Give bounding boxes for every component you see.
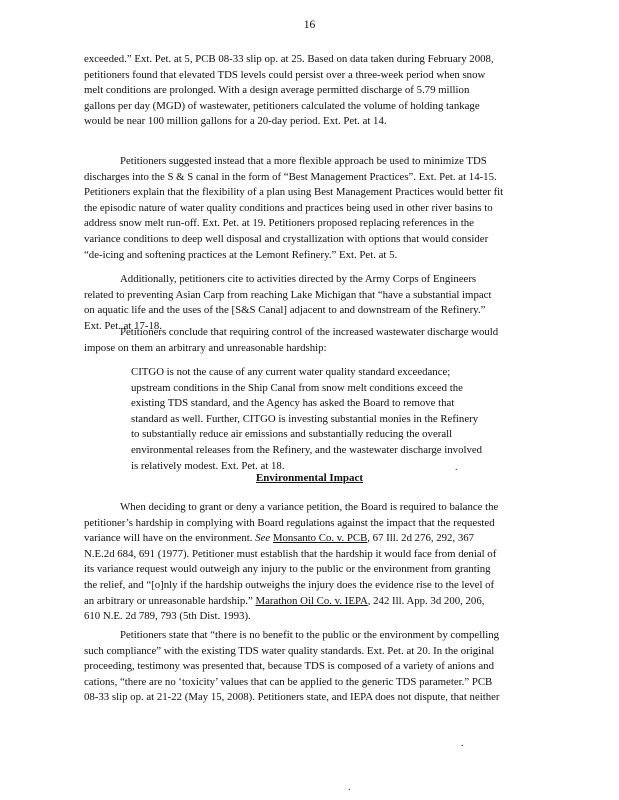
section-heading: Environmental Impact bbox=[255, 472, 364, 484]
text-line bbox=[84, 594, 537, 610]
text-line: Additionally, petitioners cite to activities directed by the Army Corps of Engineers bbox=[120, 273, 477, 285]
text-line: would be near 100 million gallons for a 20-day period. Ext. Pet. at 14. bbox=[84, 115, 387, 128]
quote-line: upstream conditions in the Ship Canal from snow melt conditions exceed the bbox=[131, 381, 463, 394]
text-line: its variance request would outweigh any injury to the public or the environment from granting bbox=[84, 563, 491, 576]
text-line: cations, “there are no ‘toxicity’ values that can be applied to the generic TDS parameter.” PCB bbox=[84, 675, 493, 688]
text-line: Petitioners explain that the flexibility of a plan using Best Management Practices would better fit bbox=[84, 186, 504, 199]
text-line: petitioners found that elevated TDS levels could persist over a three-week period when snow bbox=[84, 68, 486, 81]
text-line: on aquatic life and the uses of the [S&S Canal] adjacent to and downstream of the Refinery.” bbox=[84, 304, 486, 317]
quote-line: standard as well. Further, CITGO is investing substantial monies in the Refinery bbox=[131, 412, 479, 425]
scan-mark: . bbox=[348, 782, 351, 793]
text-line: gallons per day (MGD) of wastewater, petitioners calculated the volume of holding tankage bbox=[84, 99, 480, 112]
text-run: an arbitrary or unreasonable hardship.” bbox=[84, 594, 256, 607]
text-line: address snow melt run-off. Ext. Pet. at 19. Petitioners proposed replacing references in the bbox=[84, 217, 474, 230]
quote-line: to substantially reduce air emissions and substantially reducing the overall bbox=[131, 428, 453, 441]
text-line: When deciding to grant or deny a variance petition, the Board is required to balance the bbox=[120, 501, 499, 513]
text-line: the relief, and “[o]nly if the hardship outweighs the injury does the evidence rise to the level of bbox=[84, 578, 495, 591]
page-number: 16 bbox=[303, 19, 316, 31]
text-line: variance conditions to deep well disposal and crystallization with options that would consider bbox=[84, 232, 489, 245]
block-quote bbox=[131, 365, 511, 474]
paragraph-no-benefit bbox=[84, 628, 537, 706]
text-line: such compliance” with the existing TDS water quality standards. Ext. Pet. at 20. In the original bbox=[84, 644, 495, 657]
quote-line: CITGO is not the cause of any current water quality standard exceedance; bbox=[131, 366, 451, 378]
case-citation-monsanto: Monsanto Co. v. PCB bbox=[272, 532, 368, 545]
scan-mark: . bbox=[455, 462, 458, 473]
scan-mark: . bbox=[461, 738, 464, 749]
quote-line: environmental releases from the Refinery, and the wastewater discharge involved bbox=[131, 443, 483, 456]
text-line: impose on them an arbitrary and unreasonable hardship: bbox=[84, 341, 327, 354]
text-line bbox=[84, 531, 537, 547]
text-run: variance will have on the environment. bbox=[84, 532, 256, 545]
text-line: “de-icing and softening practices at the Lemont Refinery.” Ext. Pet. at 5. bbox=[84, 248, 398, 261]
text-line: exceeded.” Ext. Pet. at 5, PCB 08-33 slip op. at 25. Based on data taken during February 2008, bbox=[84, 53, 494, 65]
text-line: Ext. Pet. at 17-18. bbox=[84, 319, 162, 332]
text-line: related to preventing Asian Carp from reaching Lake Michigan that “have a substantial impact bbox=[84, 288, 492, 301]
text-line: discharges into the S & S canal in the form of “Best Management Practices”. Ext. Pet. at 14-15. bbox=[84, 170, 497, 183]
quote-line: existing TDS standard, and the Agency has asked the Board to remove that bbox=[131, 397, 455, 410]
paragraph-conclusion bbox=[84, 325, 537, 356]
text-line: 610 N.E. 2d 789, 793 (5th Dist. 1993). bbox=[84, 610, 251, 623]
quote-line: is relatively modest. Ext. Pet. at 18. bbox=[131, 459, 285, 472]
text-line: proceeding, testimony was presented that, because TDS is composed of a variety of anions and bbox=[84, 660, 494, 673]
text-line: Petitioners state that “there is no benefit to the public or the environment by compelling bbox=[120, 629, 499, 641]
paragraph-best-management-practices bbox=[84, 154, 537, 263]
text-line: petitioner’s hardship in complying with Board regulations against the impact that the requested bbox=[84, 516, 495, 529]
text-run: , 67 Ill. 2d 276, 292, 367 bbox=[367, 532, 475, 545]
signal-see: See bbox=[255, 532, 271, 545]
text-line: Petitioners suggested instead that a more flexible approach be used to minimize TDS bbox=[120, 155, 487, 167]
paragraph-holding-tankage bbox=[84, 52, 537, 130]
text-line: Petitioners conclude that requiring control of the increased wastewater discharge would bbox=[120, 326, 499, 338]
text-line: N.E.2d 684, 691 (1977). Petitioner must establish that the hardship it would face from denial of bbox=[84, 547, 497, 560]
text-line: the episodic nature of water quality conditions and practices being used in other river basins to bbox=[84, 201, 493, 214]
text-run: , 242 Ill. App. 3d 200, 206, bbox=[367, 594, 485, 607]
case-citation-marathon: Marathon Oil Co. v. IEPA bbox=[255, 594, 368, 607]
paragraph-balancing-test bbox=[84, 500, 537, 625]
text-line: 08-33 slip op. at 21-22 (May 15, 2008). Petitioners state, and IEPA does not dispute, that neither bbox=[84, 691, 500, 704]
text-line: melt conditions are prolonged. With a design average permitted discharge of 5.79 million bbox=[84, 84, 470, 97]
